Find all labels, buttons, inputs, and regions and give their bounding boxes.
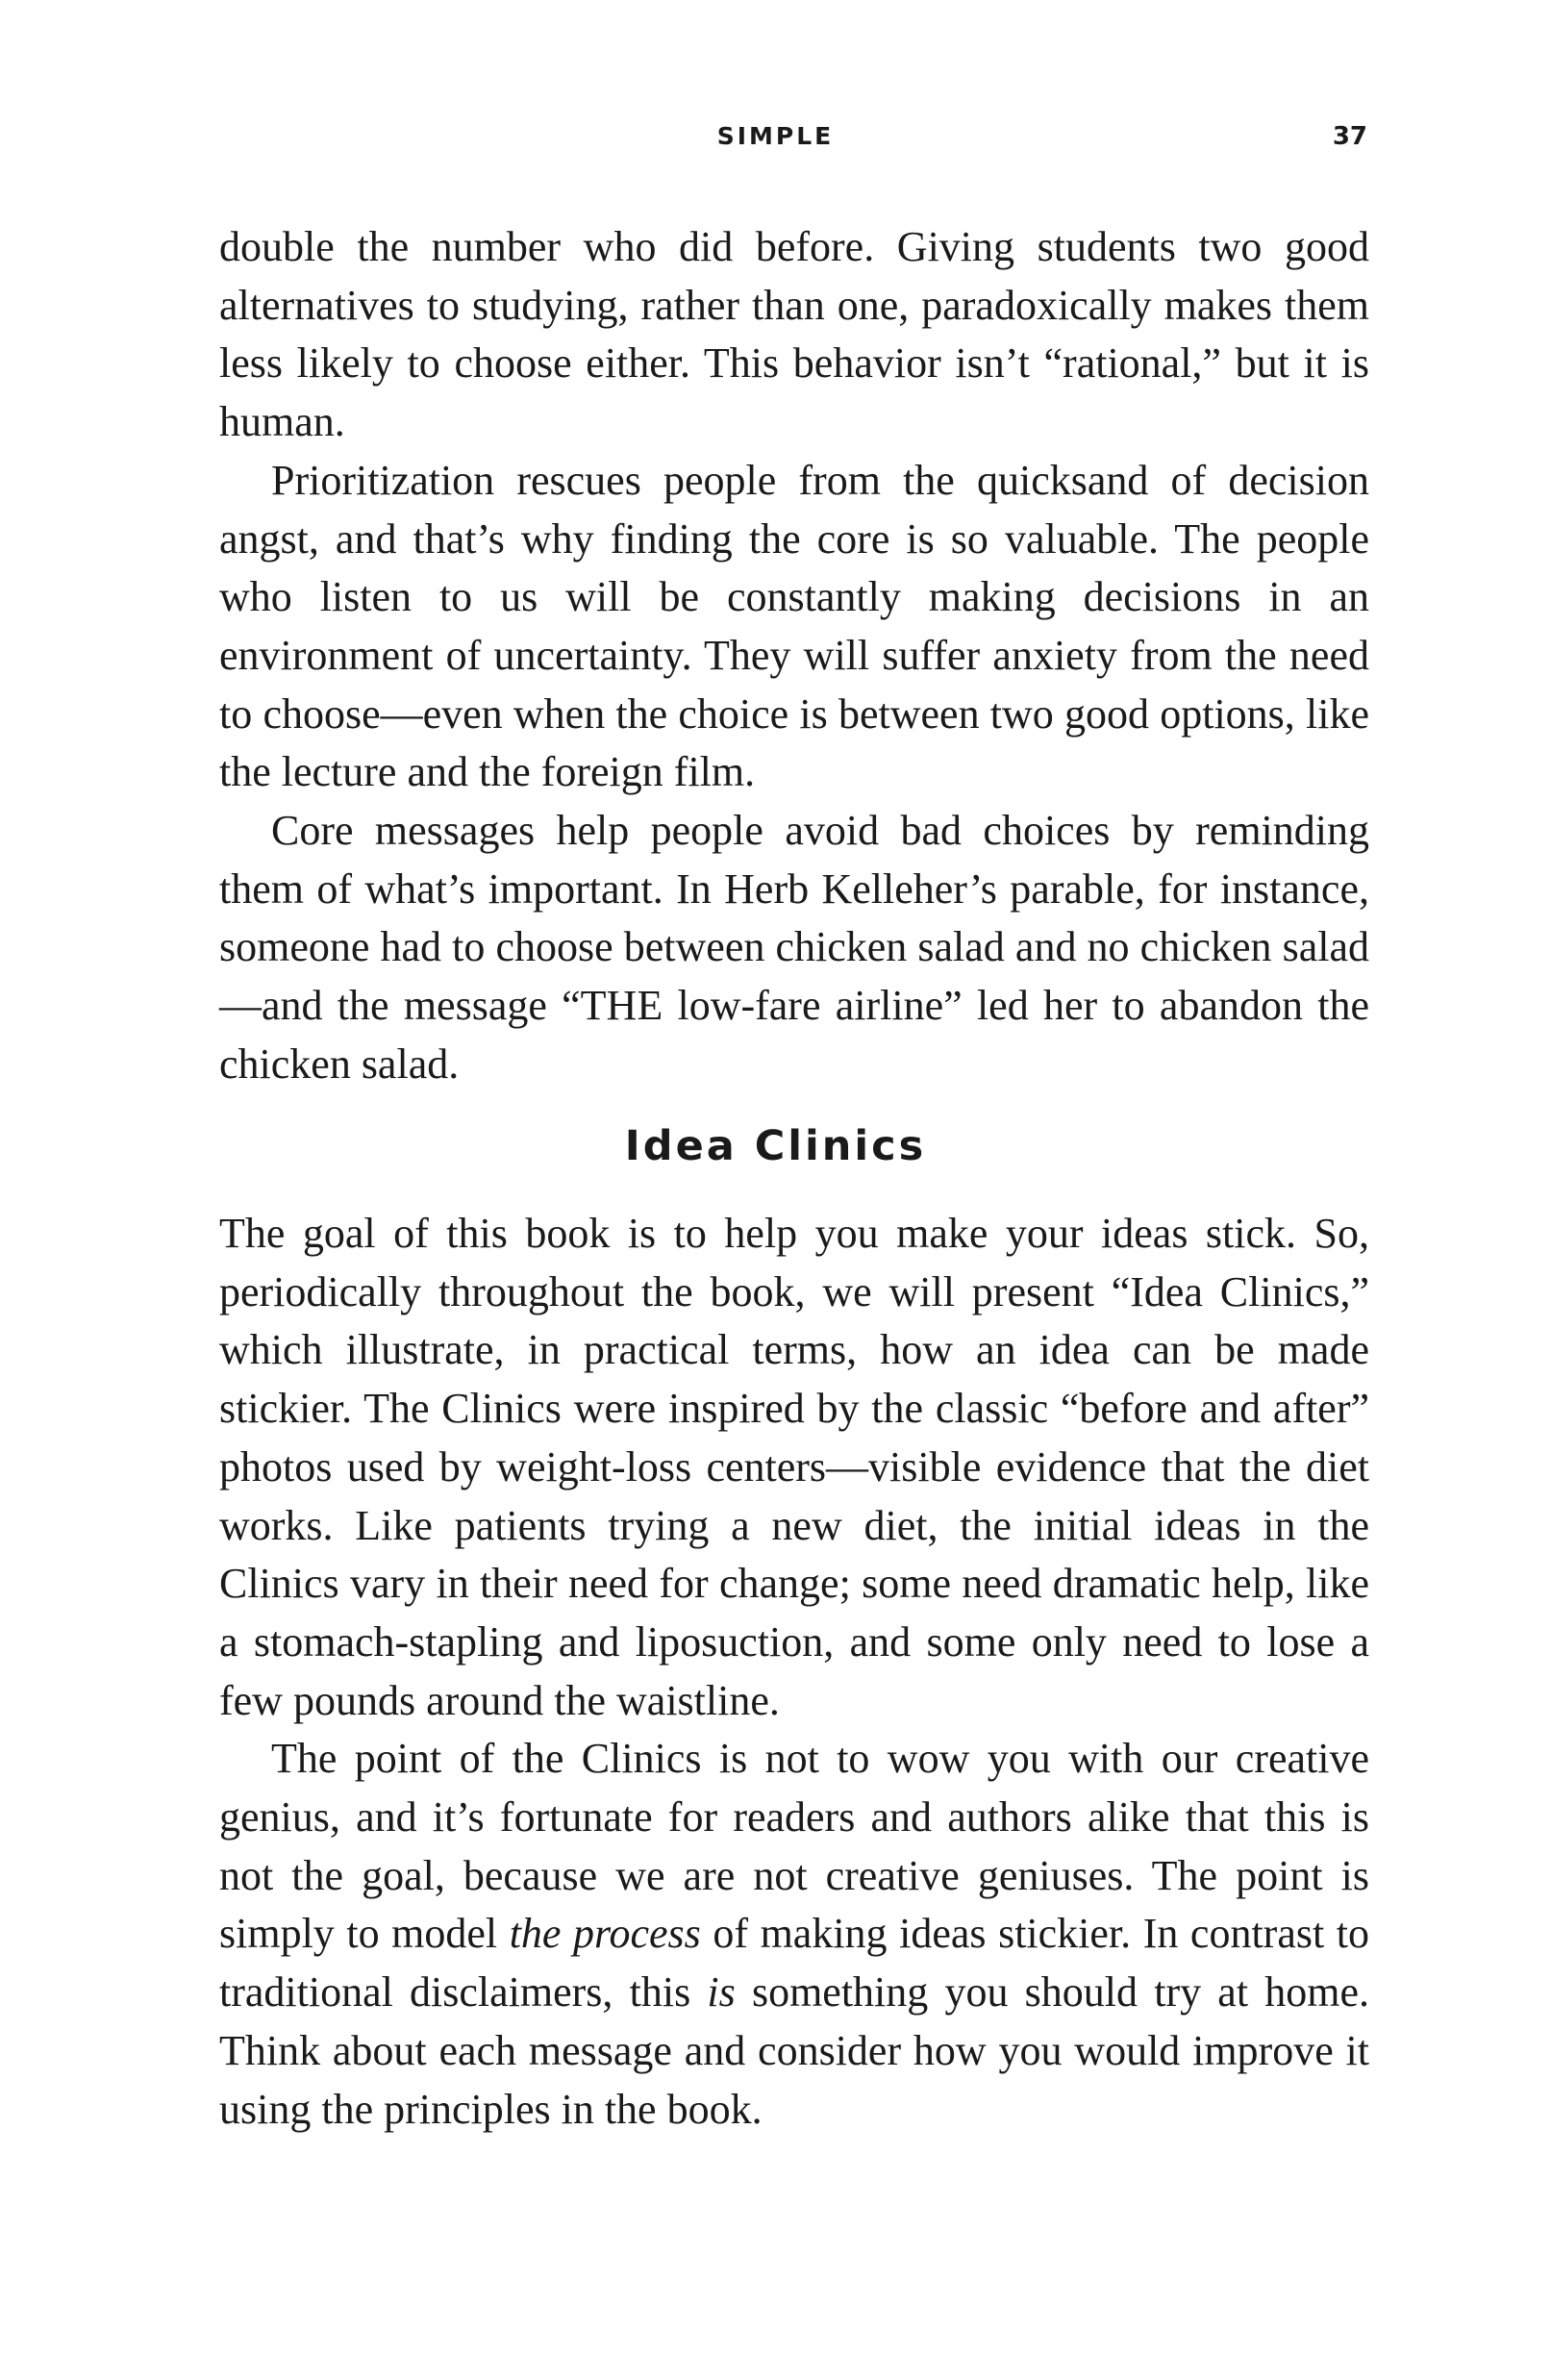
section-heading: Idea Clinics	[624, 1122, 927, 1170]
paragraph-prioritization: Prioritization rescues people from the quicksand of decision angst, and that’s why finding the core is so valuable. The people who listen to us will be constantly making decisions in an environment of uncertainty. They will suffer anxiety from the need to choose—even when the choice is between two good options, like the lecture and the foreign film.	[219, 456, 1369, 796]
running-title: SIMPLE	[716, 122, 835, 150]
emphasis-text: is	[707, 1968, 736, 2017]
paragraph-text-part: something you should try at home. Think about each message and consider how you would improve it using the principles in the book.	[219, 1968, 1369, 2133]
paragraph-core-messages: Core messages help people avoid bad choices by reminding them of what’s important. In Herb Kelleher’s parable, for instance, someone had to choose between chicken salad and no chicken salad—and the message “THE low-fare airline” led her to abandon the chicken salad.	[219, 807, 1369, 1088]
running-header	[0, 117, 1551, 156]
paragraph-text-part: of making ideas stickier. In contrast to traditional disclaimers, this	[219, 1910, 1369, 2017]
body-text-section-2	[219, 1205, 1369, 2139]
paragraph-clinics-point	[219, 1730, 1369, 2139]
paragraph-continued: double the number who did before. Giving students two good alternatives to studying, rather than one, paradoxically makes them less likely to choose either. This behavior isn’t “rational,” but it is human.	[219, 223, 1369, 446]
paragraph-idea-clinics-intro: The goal of this book is to help you make your ideas stick. So, periodically throughout the book, we will present “Idea Clinics,” which illustrate, in practical terms, how an idea can be made stickier. The Clinics were inspired by the classic “before and after” photos used by weight-loss centers—visible evidence that the diet works. Like patients trying a new diet, the initial ideas in the Clinics vary in their need for change; some need dramatic help, like a stomach-stapling and liposuction, and some only need to lose a few pounds around the waistline.	[219, 1210, 1369, 1724]
page-number: 37	[1332, 122, 1367, 151]
paragraph-text-part: The point of the Clinics is not to wow you with our creative genius, and it’s fortunate for readers and authors alike that this is not the goal, because we are not creative geniuses. The point is simply to model	[219, 1735, 1369, 1958]
emphasis-text: the process	[509, 1910, 701, 1958]
body-text-section-1	[219, 218, 1369, 1094]
